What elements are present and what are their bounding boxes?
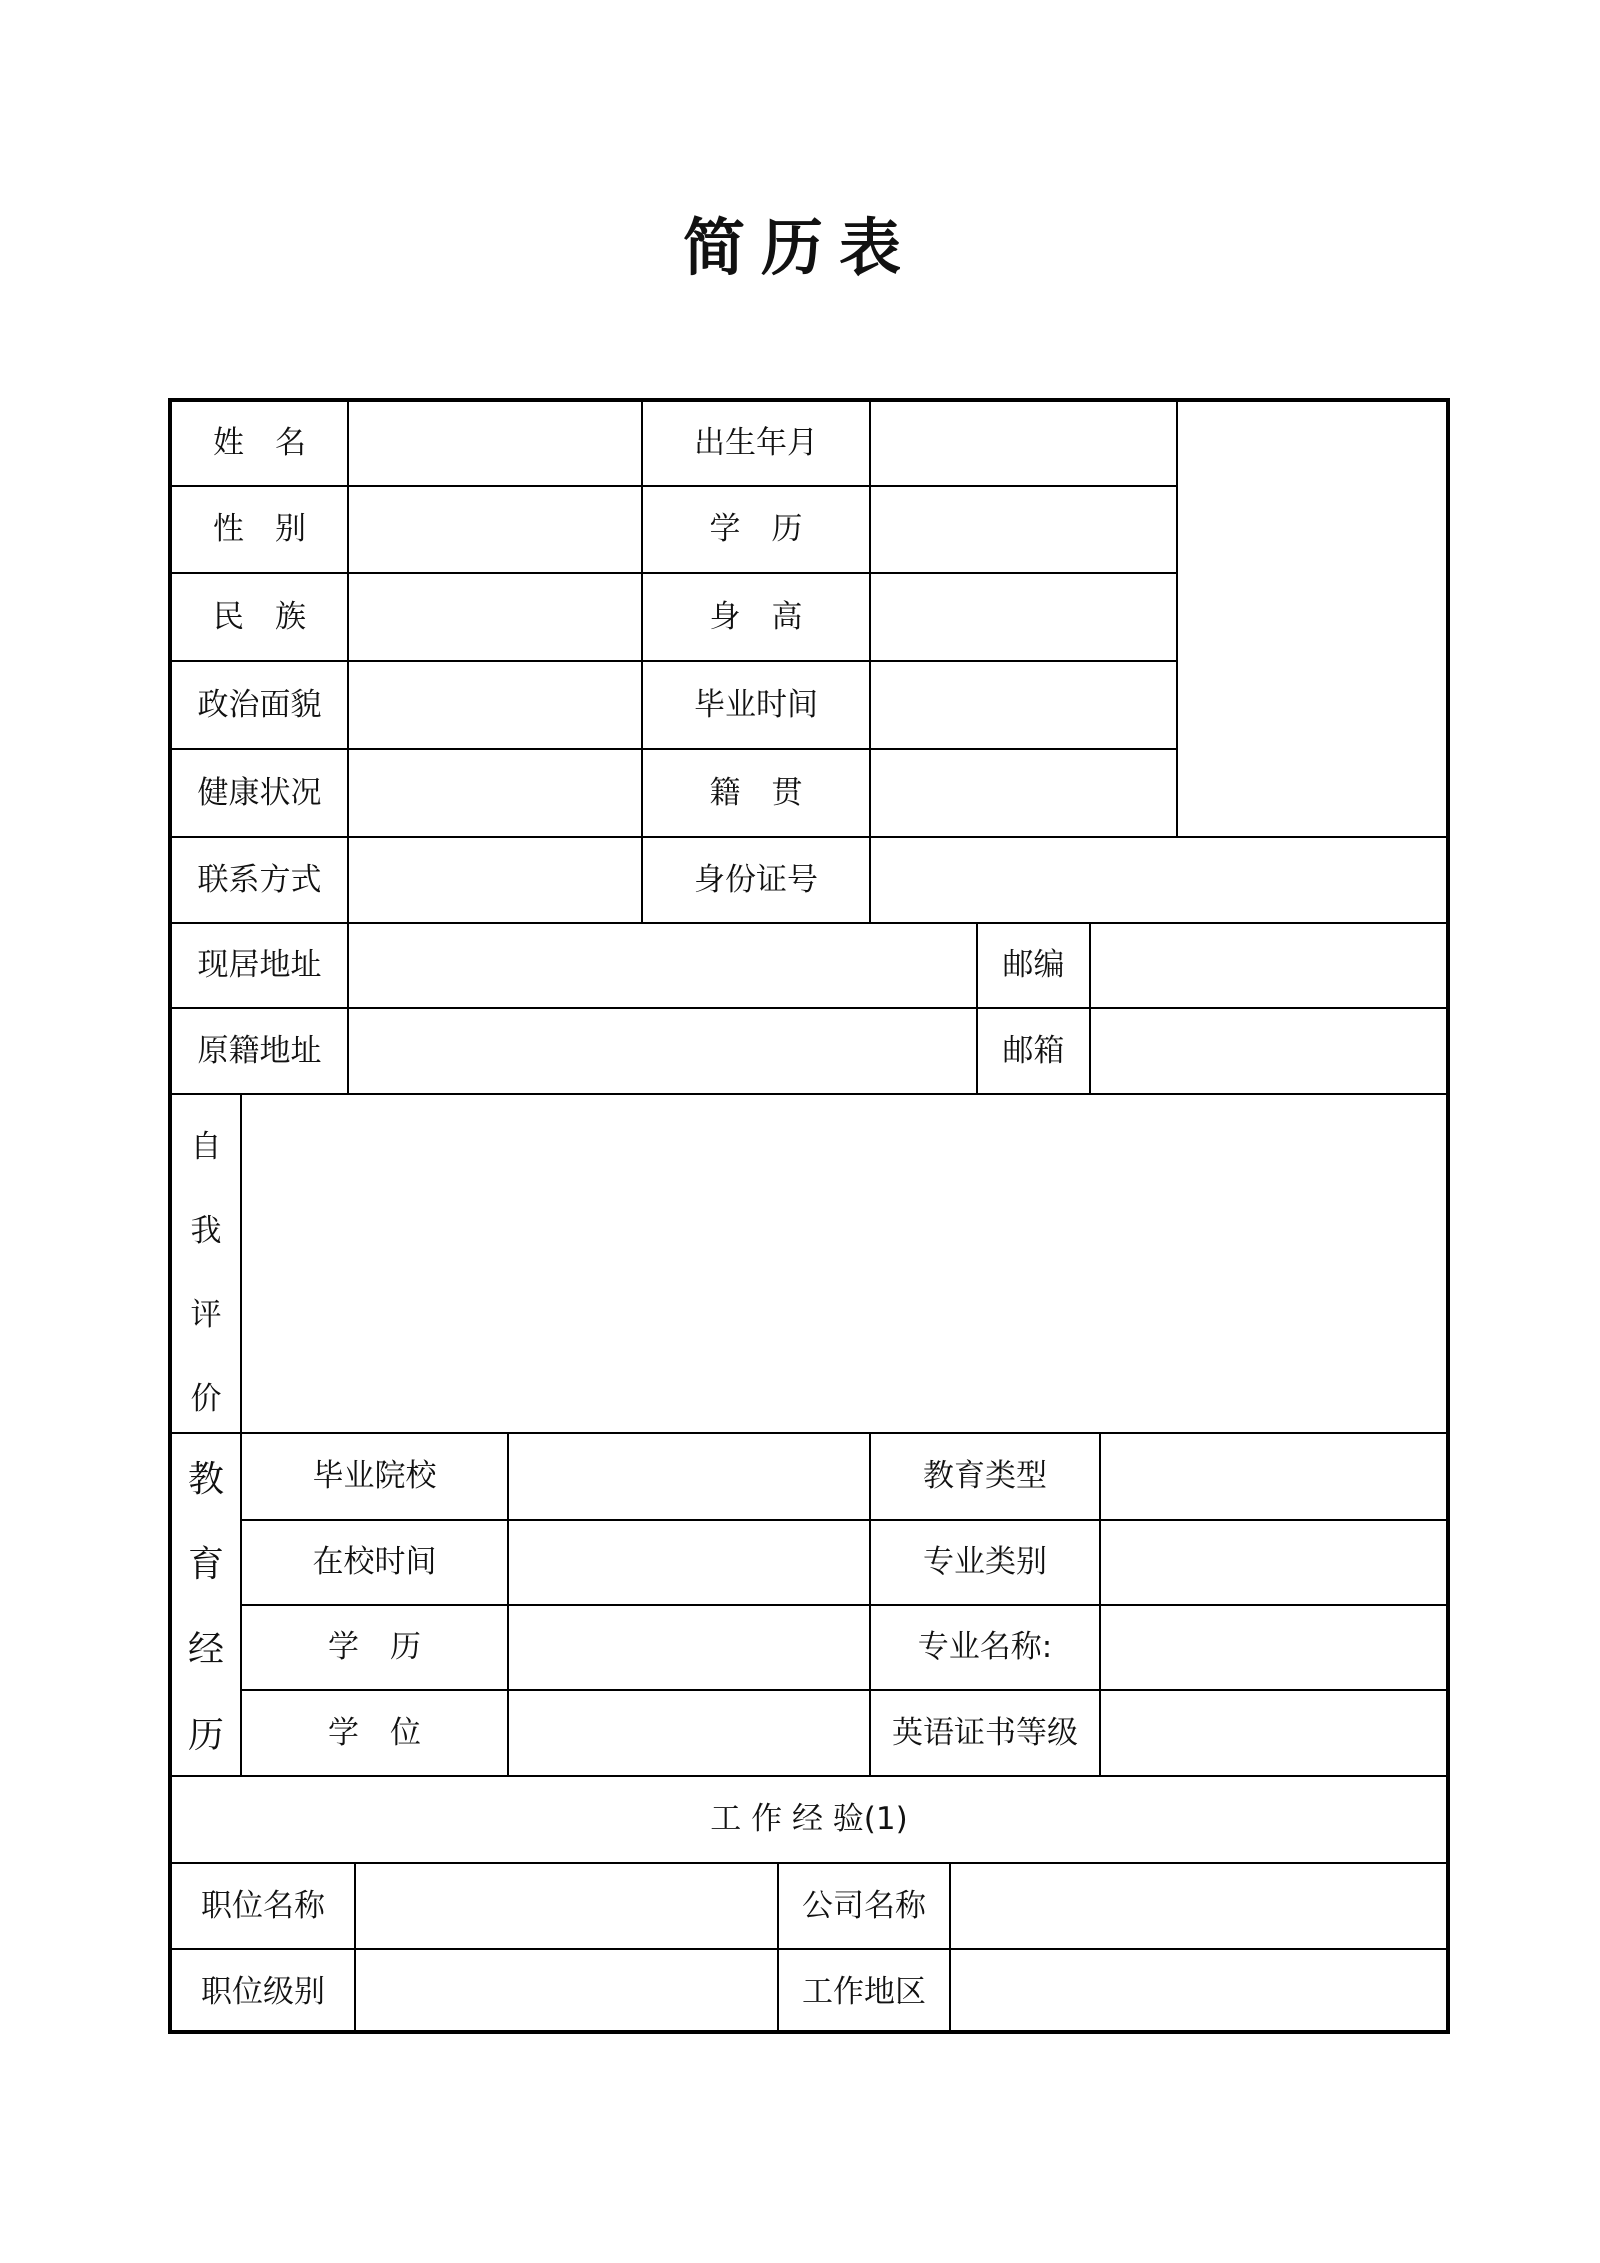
page-title: 简历表 (682, 211, 917, 284)
label-time-at-school: 在校时间 (312, 1544, 437, 1580)
self-eval-char: 自 (190, 1128, 222, 1165)
education-field[interactable] (871, 487, 1176, 572)
label-edu-type: 教育类型 (923, 1458, 1047, 1494)
native-place-field[interactable] (871, 750, 1176, 836)
label-position: 职位名称 (201, 1887, 325, 1924)
work-experience-heading: 工 作 经 验(1) (710, 1801, 908, 1837)
label-email: 邮箱 (1002, 1032, 1065, 1069)
school-field[interactable] (509, 1434, 869, 1519)
label-gender: 性 别 (213, 511, 306, 547)
label-work-area: 工作地区 (802, 1973, 926, 2010)
political-status-field[interactable] (349, 662, 641, 748)
email-field[interactable] (1091, 1009, 1446, 1093)
label-height: 身 高 (709, 598, 803, 635)
ethnicity-field[interactable] (349, 574, 641, 660)
label-postcode: 邮编 (1002, 947, 1065, 983)
label-political-status: 政治面貌 (197, 686, 322, 723)
contact-field[interactable] (349, 838, 641, 922)
label-id-number: 身份证号 (694, 861, 818, 898)
graduation-time-field[interactable] (871, 662, 1176, 748)
self-eval-char: 我 (190, 1212, 222, 1249)
education-section-char: 历 (187, 1714, 224, 1756)
label-name: 姓 名 (213, 425, 306, 461)
name-field[interactable] (349, 402, 641, 485)
education-section-char: 育 (187, 1544, 224, 1585)
current-address-field[interactable] (349, 924, 976, 1007)
postcode-field[interactable] (1091, 924, 1446, 1007)
label-major-category: 专业类别 (923, 1544, 1047, 1580)
degree-field[interactable] (509, 1691, 869, 1775)
resume-form-table (168, 398, 1450, 2034)
health-field[interactable] (349, 750, 641, 836)
id-number-field[interactable] (871, 838, 1446, 922)
education-section-char: 经 (187, 1629, 224, 1670)
work-area-field[interactable] (951, 1950, 1446, 2034)
label-contact: 联系方式 (197, 861, 322, 898)
birth-date-field[interactable] (871, 402, 1176, 485)
position-level-field[interactable] (356, 1950, 777, 2034)
position-field[interactable] (356, 1864, 777, 1948)
label-degree-level: 学 历 (328, 1629, 421, 1665)
label-education: 学 历 (709, 511, 803, 547)
self-eval-char: 价 (190, 1380, 222, 1417)
label-ethnicity: 民 族 (213, 598, 306, 635)
degree-level-field[interactable] (509, 1606, 869, 1689)
label-position-level: 职位级别 (201, 1973, 325, 2010)
label-company: 公司名称 (802, 1887, 926, 1924)
label-health: 健康状况 (197, 774, 322, 811)
time-at-school-field[interactable] (509, 1521, 869, 1604)
education-section-char: 教 (187, 1459, 224, 1500)
major-name-field[interactable] (1101, 1606, 1446, 1689)
self-eval-char: 评 (190, 1296, 222, 1333)
self-evaluation-field[interactable] (242, 1095, 1446, 1432)
label-degree: 学 位 (328, 1714, 421, 1751)
label-original-address: 原籍地址 (197, 1032, 322, 1069)
label-school: 毕业院校 (312, 1458, 437, 1494)
label-graduation-time: 毕业时间 (694, 686, 818, 723)
label-current-address: 现居地址 (197, 947, 322, 983)
gender-field[interactable] (349, 487, 641, 572)
height-field[interactable] (871, 574, 1176, 660)
edu-type-field[interactable] (1101, 1434, 1446, 1519)
label-birth-date: 出生年月 (694, 425, 818, 461)
photo-area[interactable] (1178, 402, 1446, 836)
company-field[interactable] (951, 1864, 1446, 1948)
major-category-field[interactable] (1101, 1521, 1446, 1604)
label-english-level: 英语证书等级 (892, 1714, 1078, 1751)
original-address-field[interactable] (349, 1009, 976, 1093)
english-level-field[interactable] (1101, 1691, 1446, 1775)
label-major-name: 专业名称: (917, 1629, 1053, 1665)
label-native-place: 籍 贯 (709, 774, 803, 811)
